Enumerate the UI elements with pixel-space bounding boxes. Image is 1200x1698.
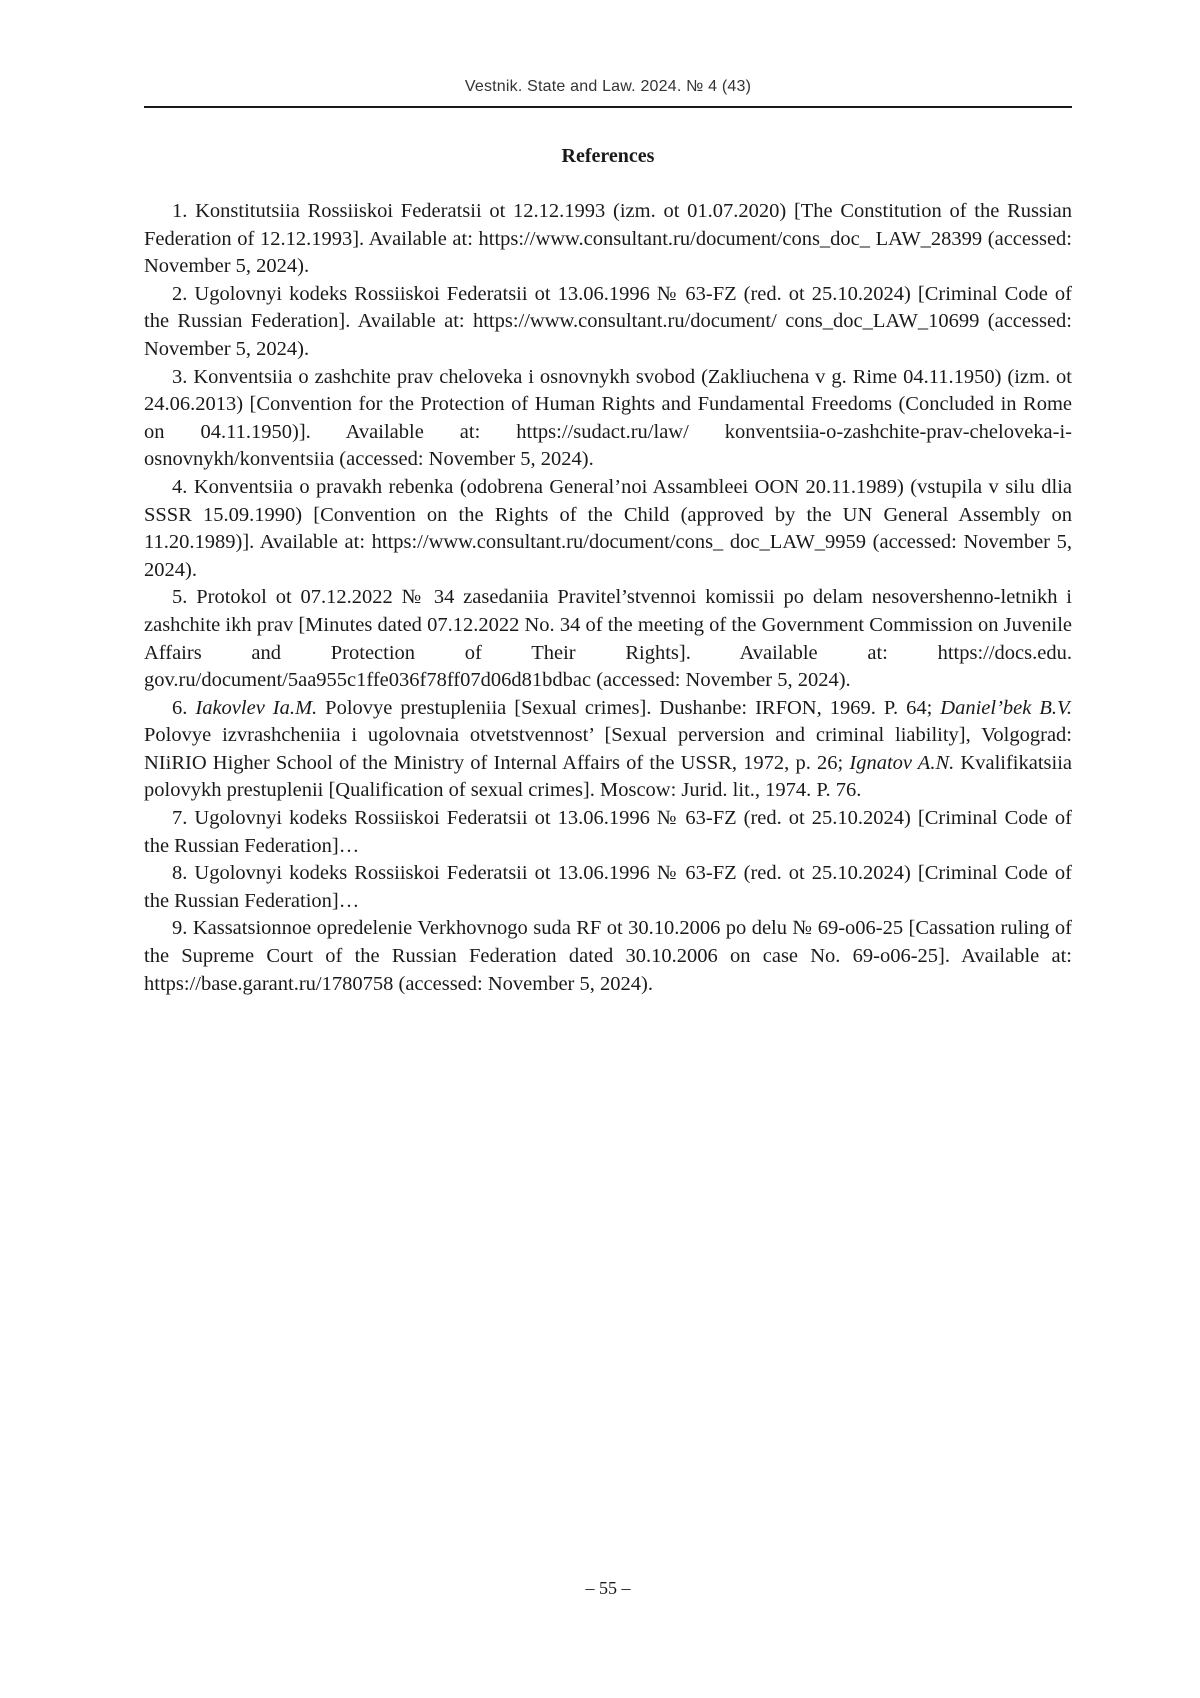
reference-number: 2. [172,283,187,305]
reference-text: Konventsiia o zashchite prav cheloveka i osnovnykh svobod (Zakliuchena v g. Rime 04.11.1950) (izm. ot 24.06.2013) [Convention for the Protection of Human Rights and Fundamental Freedoms (Concluded in Rome on 04.11.1950)]. Available at: https://sudact.ru/law/ konventsiia-o-zashchite-prav-cheloveka-i-osnovnykh/konventsiia (accessed: November 5, 2024). [144,366,1072,471]
reference-text: Ugolovnyi kodeks Rossiiskoi Federatsii ot 13.06.1996 № 63-FZ (red. ot 25.10.2024) [Criminal Code of the Russian Federation]. Available at: https://www.consultant.ru/document/ cons_doc_LAW_10699 (accessed: November 5, 2024). [144,283,1072,360]
reference-text: Ugolovnyi kodeks Rossiiskoi Federatsii ot 13.06.1996 № 63-FZ (red. ot 25.10.2024) [Criminal Code of the Russian Federation]… [144,807,1072,857]
reference-author: Daniel’bek B.V. [940,697,1072,719]
reference-number: 4. [172,476,187,498]
reference-list [144,198,1072,998]
reference-item-7 [144,805,1072,860]
reference-text: Kvalifikatsiia polovykh prestuplenii [Qualification of sexual crimes]. Moscow: Jurid. lit., 1974. P. 76. [144,752,1072,802]
reference-text: Konventsiia o pravakh rebenka (odobrena General’noi Assambleei OON 20.11.1989) (vstupila v silu dlia SSSR 15.09.1990) [Convention on the Rights of the Child (approved by the UN General Assembly on 11.20.1989)]. Available at: https://www.consultant.ru/document/cons_ doc_LAW_9959 (accessed: November 5, 2024). [144,476,1072,581]
reference-number: 6. [172,697,187,719]
reference-text: Polovye prestupleniia [Sexual crimes]. Dushanbe: IRFON, 1969. P. 64; [317,697,940,719]
reference-item-4 [144,474,1072,584]
reference-item-5 [144,584,1072,694]
reference-number: 3. [172,366,187,388]
section-title: References [144,145,1072,168]
page-number: – 55 – [144,1578,1072,1599]
reference-number: 1. [172,200,187,222]
reference-number: 8. [172,862,187,884]
reference-text: Protokol ot 07.12.2022 № 34 zasedaniia Pravitel’stvennoi komissii po delam nesovershenno-letnikh i zashchite ikh prav [Minutes dated 07.12.2022 No. 34 of the meeting of the Government Commission on Juvenile Affairs and Protection of Their Rights]. Available at: https://docs.edu. gov.ru/document/5aa955c1ffe036f78ff07d06d81bdbac (accessed: November 5, 2024). [144,586,1072,691]
reference-item-9 [144,915,1072,998]
reference-number: 9. [172,917,187,939]
reference-author: Ignatov A.N. [849,752,954,774]
reference-number: 7. [172,807,187,829]
reference-text: Ugolovnyi kodeks Rossiiskoi Federatsii ot 13.06.1996 № 63-FZ (red. ot 25.10.2024) [Criminal Code of the Russian Federation]… [144,862,1072,912]
reference-text: Kassatsionnoe opredelenie Verkhovnogo suda RF ot 30.10.2006 po delu № 69-o06-25 [Cassation ruling of the Supreme Court of the Russian Federation dated 30.10.2006 on case No. 69-o06-25]. Available at: https://base.garant.ru/1780758 (accessed: November 5, 2024). [144,917,1072,994]
reference-author: Iakovlev Ia.M. [195,697,317,719]
reference-item-2 [144,281,1072,364]
reference-item-1 [144,198,1072,281]
reference-text: Konstitutsiia Rossiiskoi Federatsii ot 12.12.1993 (izm. ot 01.07.2020) [The Constitution of the Russian Federation of 12.12.1993]. Available at: https://www.consultant.ru/document/cons_doc_ LAW_28399 (accessed: November 5, 2024). [144,200,1072,277]
reference-text: Polovye izvrashcheniia i ugolovnaia otvetstvennost’ [Sexual perversion and criminal liability], Volgograd: NIiRIO Higher School of the Ministry of Internal Affairs of the USSR, 1972, p. 26; [144,724,1072,774]
reference-item-6 [144,695,1072,805]
header-divider [144,106,1072,108]
reference-item-3 [144,364,1072,474]
running-header: Vestnik. State and Law. 2024. № 4 (43) [144,78,1072,96]
reference-number: 5. [172,586,187,608]
reference-item-8 [144,860,1072,915]
